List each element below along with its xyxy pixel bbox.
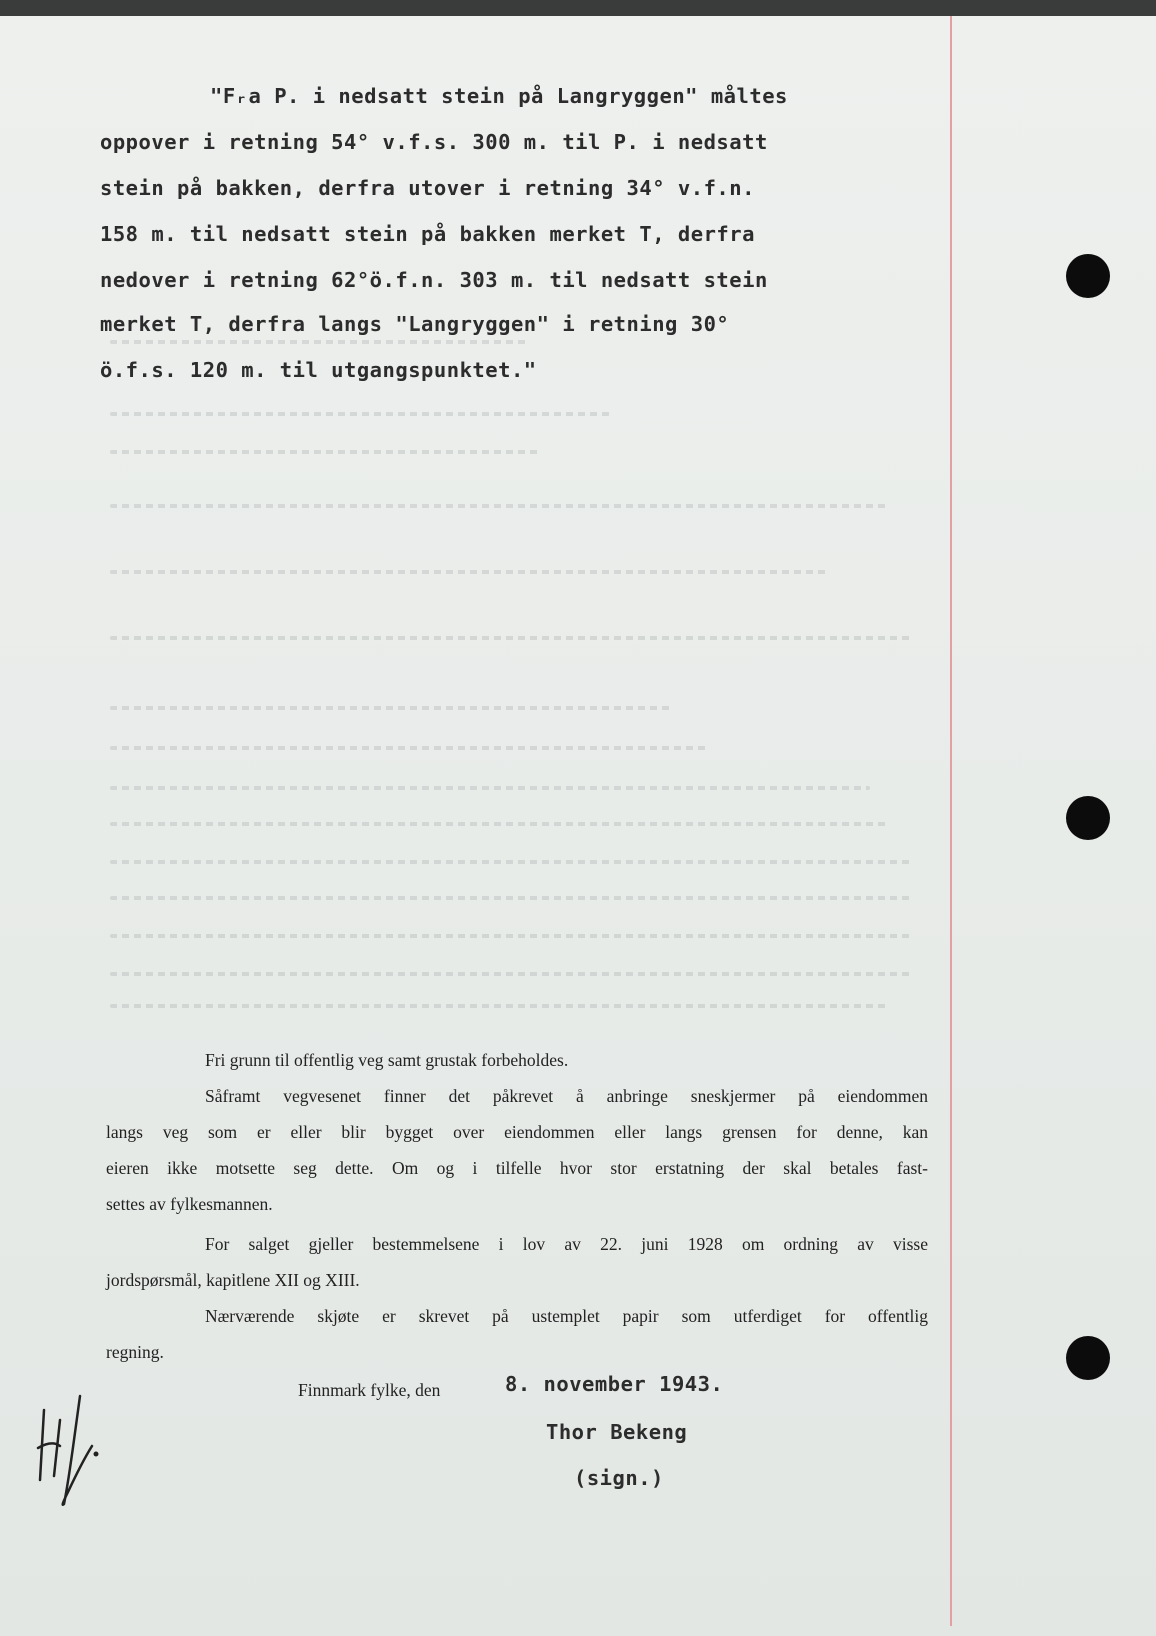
typed-line: oppover i retning 54° v.f.s. 300 m. til P. i nedsatt — [100, 130, 768, 154]
typed-line: nedover i retning 62°ö.f.n. 303 m. til nedsatt stein — [100, 268, 768, 292]
typed-line: merket T, derfra langs "Langryggen" i retning 30° — [100, 312, 730, 336]
typed-date: 8. november 1943. — [505, 1372, 724, 1396]
bleed-through — [110, 340, 530, 344]
typed-line: ö.f.s. 120 m. til utgangspunktet." — [100, 358, 537, 382]
bleed-through — [110, 746, 710, 750]
clause-paper-line: regning. — [106, 1342, 164, 1362]
bleed-through — [110, 934, 910, 938]
clause-paper-line: Nærværende skjøte er skrevet på ustemplet papir som utferdiget for offentlig — [205, 1306, 928, 1326]
place-label: Finnmark fylke, den — [298, 1380, 441, 1400]
typed-line: "Fᵣa P. i nedsatt stein på Langryggen" måltes — [210, 84, 788, 108]
bleed-through — [110, 504, 890, 508]
clause-snow-screen-line: Såframt vegvesenet finner det påkrevet å anbringe sneskjermer på eiendommen — [205, 1086, 928, 1106]
punch-hole-middle — [1066, 796, 1110, 840]
punch-hole-bottom — [1066, 1336, 1110, 1380]
clause-snow-screen-line: eieren ikke motsette seg dette. Om og i tilfelle hvor stor erstatning der skal betales fast- — [106, 1158, 928, 1178]
clause-snow-screen-line: settes av fylkesmannen. — [106, 1194, 273, 1214]
scan-top-border — [0, 0, 1156, 16]
red-margin-line — [950, 16, 952, 1626]
punch-hole-top — [1066, 254, 1110, 298]
bleed-through — [110, 412, 610, 416]
clause-law-line: For salget gjeller bestemmelsene i lov av 22. juni 1928 om ordning av visse — [205, 1234, 928, 1254]
bleed-through — [110, 860, 910, 864]
bleed-through — [110, 570, 830, 574]
bleed-through — [110, 450, 540, 454]
typed-line: 158 m. til nedsatt stein på bakken merket T, derfra — [100, 222, 755, 246]
handwritten-initials — [34, 1380, 104, 1510]
typed-line: stein på bakken, derfra utover i retning 34° v.f.n. — [100, 176, 755, 200]
bleed-through — [110, 786, 870, 790]
clause-law-line: jordspørsmål, kapitlene XII og XIII. — [106, 1270, 360, 1290]
bleed-through — [110, 636, 910, 640]
clause-snow-screen-line: langs veg som er eller blir bygget over eiendommen eller langs grensen for denne, kan — [106, 1122, 928, 1142]
signed-mark: (sign.) — [574, 1466, 664, 1490]
bleed-through — [110, 896, 910, 900]
signer-name: Thor Bekeng — [546, 1420, 688, 1444]
bleed-through — [110, 822, 890, 826]
clause-road-reservation: Fri grunn til offentlig veg samt grustak forbeholdes. — [205, 1050, 569, 1070]
bleed-through — [110, 706, 670, 710]
bleed-through — [110, 1004, 890, 1008]
bleed-through — [110, 972, 910, 976]
